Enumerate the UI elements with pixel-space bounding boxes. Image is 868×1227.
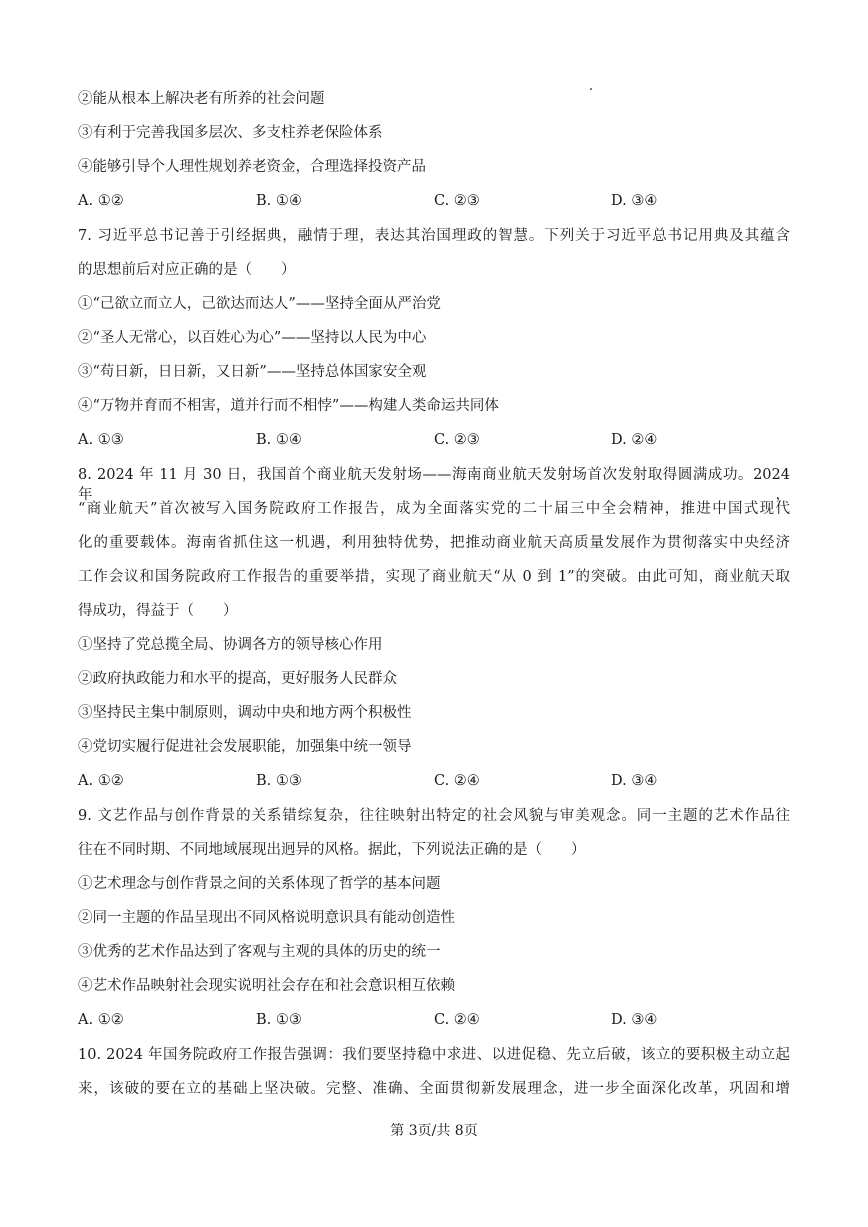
- q9-option-c: C. ②④: [434, 1012, 480, 1028]
- q8-stem-line-4: 工作会议和国务院政府工作报告的重要举措，实现了商业航天“从 0 到 1”的突破。由此可知，商业航天取: [78, 569, 790, 585]
- q8-item-2: ②政府执政能力和水平的提高，更好服务人民群众: [78, 671, 397, 687]
- q8-option-a: A. ①②: [78, 773, 124, 789]
- q7-option-c: C. ②③: [434, 432, 480, 448]
- q7-stem-line-1: 7. 习近平总书记善于引经据典，融情于理，表达其治国理政的智慧。下列关于习近平总书记用典及其蕴含: [78, 228, 790, 244]
- q8-stem-line-3: 化的重要载体。海南省抓住这一机遇，利用独特优势，把推动商业航天高质量发展作为贯彻落实中央经济: [78, 535, 790, 551]
- q9-item-3: ③优秀的艺术作品达到了客观与主观的具体的历史的统一: [78, 944, 441, 960]
- q7-stem-line-2: 的思想前后对应正确的是（ ）: [78, 262, 296, 278]
- q6-option-a: A. ①②: [78, 193, 124, 209]
- q7-option-a: A. ①③: [78, 432, 124, 448]
- q9-option-a: A. ①②: [78, 1012, 124, 1028]
- q8-stem-line-2: “商业航天”首次被写入国务院政府工作报告，成为全面落实党的二十届三中全会精神，推进中国式现代: [78, 501, 790, 517]
- q10-stem-line-2: 来，该破的要在立的基础上坚决破。完整、准确、全面贯彻新发展理念，进一步全面深化改革，巩固和增: [78, 1081, 790, 1097]
- q8-item-4: ④党切实履行促进社会发展职能，加强集中统一领导: [78, 739, 412, 755]
- q8-item-1: ①坚持了党总揽全局、协调各方的领导核心作用: [78, 637, 383, 653]
- q8-stem-line-5: 得成功，得益于（ ）: [78, 603, 238, 619]
- q6-item-4: ④能够引导个人理性规划养老资金，合理选择投资产品: [78, 159, 426, 175]
- q8-item-3: ③坚持民主集中制原则，调动中央和地方两个积极性: [78, 705, 412, 721]
- q7-item-4: ④“万物并育而不相害，道并行而不相悖”——构建人类命运共同体: [78, 398, 499, 414]
- q9-item-1: ①艺术理念与创作背景之间的关系体现了哲学的基本问题: [78, 876, 441, 892]
- speck: [590, 88, 592, 90]
- q8-option-c: C. ②④: [434, 773, 480, 789]
- q7-option-d: D. ②④: [611, 432, 658, 448]
- q8-option-d: D. ③④: [611, 773, 658, 789]
- q6-option-b: B. ①④: [256, 193, 302, 209]
- q7-option-b: B. ①④: [256, 432, 302, 448]
- q6-option-c: C. ②③: [434, 193, 480, 209]
- q9-item-4: ④艺术作品映射社会现实说明社会存在和社会意识相互依赖: [78, 978, 455, 994]
- q9-stem-line-1: 9. 文艺作品与创作背景的关系错综复杂，往往映射出特定的社会风貌与审美观念。同一主题的艺术作品往: [78, 808, 790, 824]
- q6-item-2: ②能从根本上解决老有所养的社会问题: [78, 91, 325, 107]
- q7-item-2: ②“圣人无常心，以百姓心为心”——坚持以人民为中心: [78, 330, 427, 346]
- q6-option-d: D. ③④: [611, 193, 658, 209]
- q7-item-1: ①“己欲立而立人，己欲达而达人”——坚持全面从严治党: [78, 296, 441, 312]
- q10-stem-line-1: 10. 2024 年国务院政府工作报告强调：我们要坚持稳中求进、以进促稳、先立后破，该立的要积极主动立起: [78, 1047, 790, 1063]
- q6-item-3: ③有利于完善我国多层次、多支柱养老保险体系: [78, 125, 383, 141]
- q7-item-3: ③“苟日新，日日新，又日新”——坚持总体国家安全观: [78, 364, 427, 380]
- q8-option-b: B. ①③: [256, 773, 302, 789]
- q9-item-2: ②同一主题的作品呈现出不同风格说明意识具有能动创造性: [78, 910, 455, 926]
- page-number: 第 3页/共 8页: [390, 1123, 478, 1139]
- q9-option-b: B. ①③: [256, 1012, 302, 1028]
- q8-stem-line-1: 8. 2024 年 11 月 30 日，我国首个商业航天发射场——海南商业航天发射场首次发射取得圆满成功。2024 年，: [78, 467, 790, 503]
- q9-option-d: D. ③④: [611, 1012, 658, 1028]
- q9-stem-line-2: 往在不同时期、不同地域展现出迥异的风格。据此，下列说法正确的是（ ）: [78, 842, 586, 858]
